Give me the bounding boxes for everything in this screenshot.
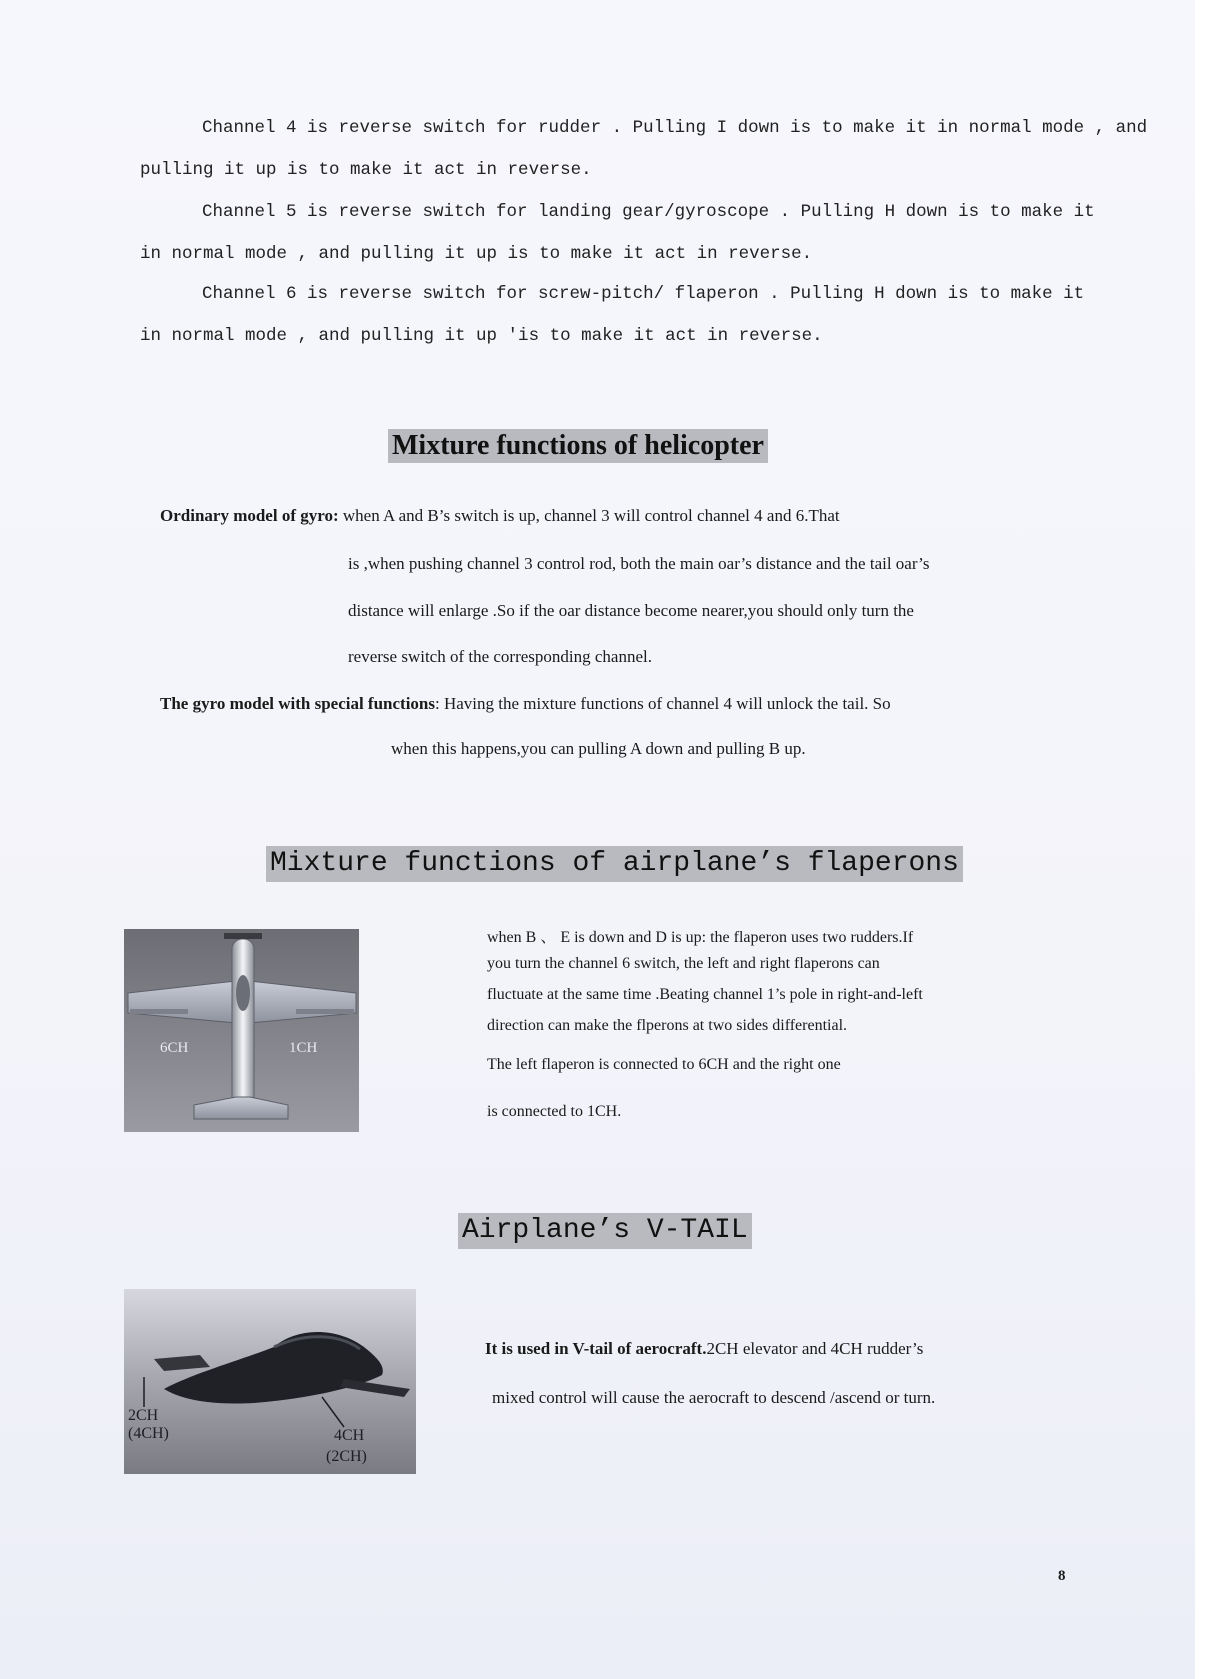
vtail-left-channel-alt-label: (4CH) bbox=[128, 1425, 169, 1442]
vtail-right-channel-alt-label: (2CH) bbox=[326, 1448, 367, 1465]
page-number: 8 bbox=[1058, 1568, 1066, 1584]
flaperon-text-line-5: The left flaperon is connected to 6CH and the right one bbox=[487, 1056, 841, 1073]
intro-paragraph-1-line-2: pulling it up is to make it act in reverse. bbox=[140, 160, 592, 180]
ordinary-gyro-line-1 bbox=[160, 506, 840, 526]
vtail-text-line-1 bbox=[485, 1339, 923, 1359]
flaperons-heading: Mixture functions of airplane’s flaperons bbox=[266, 846, 963, 882]
ordinary-gyro-line-4: reverse switch of the corresponding channel. bbox=[348, 647, 652, 666]
intro-paragraph-3-line-2: in normal mode , and pulling it up 'is to make it act in reverse. bbox=[140, 326, 823, 346]
intro-paragraph-2-line-2: in normal mode , and pulling it up is to make it act in reverse. bbox=[140, 244, 813, 264]
flaperon-text-line-2: you turn the channel 6 switch, the left and right flaperons can bbox=[487, 955, 880, 972]
intro-paragraph-3-line-1: Channel 6 is reverse switch for screw-pitch/ flaperon . Pulling H down is to make it bbox=[202, 284, 1085, 304]
special-gyro-line-2: when this happens,you can pulling A down and pulling B up. bbox=[391, 739, 806, 758]
vtail-right-channel-label: 4CH bbox=[334, 1427, 365, 1444]
page-edge bbox=[1195, 0, 1224, 1679]
flaperon-right-channel-label: 1CH bbox=[289, 1040, 318, 1056]
vtail-bold-text: It is used in V-tail of aerocraft. bbox=[485, 1339, 707, 1358]
ordinary-gyro-label: Ordinary model of gyro: bbox=[160, 506, 339, 525]
helicopter-heading: Mixture functions of helicopter bbox=[388, 429, 768, 463]
flaperon-text-line-1: when B 、 E is down and D is up: the flaperon uses two rudders.If bbox=[487, 929, 914, 946]
ordinary-gyro-line-2: is ,when pushing channel 3 control rod, both the main oar’s distance and the tail oar’s bbox=[348, 554, 930, 573]
vtail-heading: Airplane’s V-TAIL bbox=[458, 1213, 752, 1249]
vtail-text: 2CH elevator and 4CH rudder’s bbox=[706, 1339, 924, 1358]
flaperon-text-line-4: direction can make the flperons at two sides differential. bbox=[487, 1017, 848, 1034]
vtail-aircraft-illustration bbox=[124, 1289, 416, 1474]
ordinary-gyro-line-3: distance will enlarge .So if the oar distance become nearer,you should only turn the bbox=[348, 601, 914, 620]
vtail-airplane-image bbox=[124, 1289, 416, 1474]
special-gyro-text: : Having the mixture functions of channel 4 will unlock the tail. So bbox=[435, 694, 891, 713]
flaperon-text-line-3: fluctuate at the same time .Beating channel 1’s pole in right-and-left bbox=[487, 986, 923, 1003]
intro-paragraph-1-line-1: Channel 4 is reverse switch for rudder . Pulling I down is to make it in normal mode , and bbox=[202, 118, 1148, 138]
flaperon-text-line-6: is connected to 1CH. bbox=[487, 1103, 622, 1120]
special-gyro-label: The gyro model with special functions bbox=[160, 694, 436, 713]
special-gyro-line-1 bbox=[160, 694, 891, 714]
flaperon-airplane-image bbox=[124, 929, 359, 1132]
ordinary-gyro-text: when A and B’s switch is up, channel 3 will control channel 4 and 6.That bbox=[338, 506, 840, 525]
flaperon-left-channel-label: 6CH bbox=[160, 1040, 189, 1056]
top-view-airplane-illustration bbox=[124, 929, 359, 1132]
intro-paragraph-2-line-1: Channel 5 is reverse switch for landing gear/gyroscope . Pulling H down is to make it bbox=[202, 202, 1095, 222]
vtail-left-channel-label: 2CH bbox=[128, 1407, 159, 1424]
vtail-text-line-2: mixed control will cause the aerocraft to descend /ascend or turn. bbox=[492, 1388, 936, 1407]
